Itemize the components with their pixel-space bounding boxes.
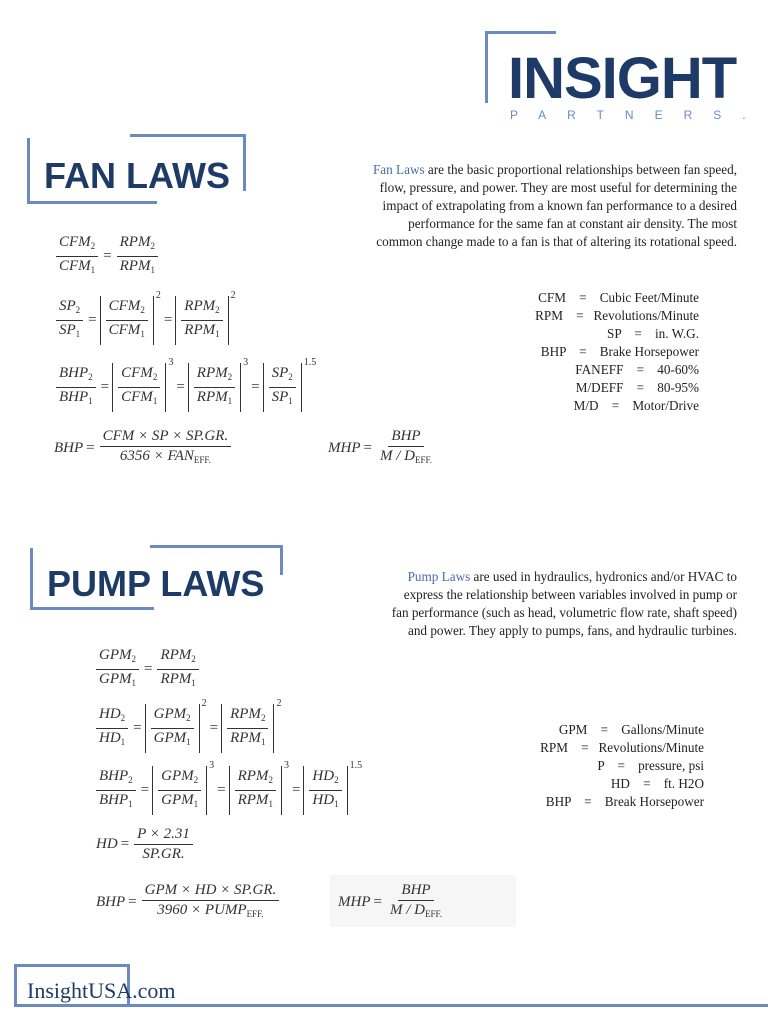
- definition-row: P = pressure, psi: [597, 758, 704, 773]
- pump-law-hd-formula: $\frac{HD_2}{HD_1}$ = $\frac{GPM_2}{GPM_1}$ 2 = $\frac{RPM_2}{RPM_1}$ 2: [94, 704, 281, 753]
- fan-law-sp-formula: $\frac{SP_2}{SP_1}$ = $\frac{CFM_2}{CFM_1}$ 2 = $\frac{RPM_2}{RPM_1}$ 2: [54, 296, 236, 345]
- definition-row: RPM = Revolutions/Minute: [540, 740, 704, 755]
- pump-laws-title: PUMP LAWS: [47, 563, 265, 604]
- definition-row: BHP = Break Horsepower: [545, 794, 704, 809]
- pump-mhp-formula: MHP = $\frac{\text{BHP}}{M / D_{EFF.}}$: [338, 882, 443, 919]
- fan-bhp-calc-formula: BHP = $\frac{\text{CFM × SP × SP.GR.}}{6356 \times FAN_{EFF.}}$: [54, 428, 233, 469]
- definition-row: SP = in. W.G.: [607, 326, 699, 341]
- pump-law-bhp-formula: $\frac{BHP_2}{BHP_1}$ = $\frac{GPM_2}{GPM_1}$ 3 = $\frac{RPM_2}{RPM_1}$ 3 = $\frac{HD_2}{HD_1}$ 1.5: [94, 766, 362, 815]
- pump-head-formula: HD = $\frac{P \times 2.31}{SP.GR.}$: [96, 826, 195, 863]
- pump-laws-link[interactable]: Pump Laws: [407, 569, 471, 584]
- definition-row: HD = ft. H2O: [610, 776, 704, 791]
- definition-row: CFM = Cubic Feet/Minute: [538, 290, 699, 305]
- pump-bhp-calc-formula: BHP = $\frac{\text{GPM × HD × SP.GR.}}{3960 \times PUMP_{EFF.}}$: [96, 882, 281, 923]
- fan-laws-title: FAN LAWS: [44, 155, 230, 196]
- logo-subtitle: PARTNERS.: [510, 108, 767, 122]
- fan-mhp-formula: MHP = $\frac{\text{BHP}}{M / D_{EFF.}}$: [328, 428, 433, 465]
- definition-row: RPM = Revolutions/Minute: [535, 308, 699, 323]
- pump-law-gpm-formula: $\frac{GPM_2}{GPM_1}$ = $\frac{RPM_2}{RPM_1}$: [94, 647, 201, 692]
- fan-laws-description: Fan Laws are the basic proportional relationships between fan speed, flow, pressure, and power. They are most useful for determining the impact of extrapolating from a known fan performance to a desired performance for the same fan at constant air density. The most common change made to a fan is that of altering its rotational speed.: [372, 162, 737, 249]
- logo-wordmark: INSIGHT: [508, 46, 737, 111]
- fan-laws-link[interactable]: Fan Laws: [372, 162, 425, 177]
- footer-url-link[interactable]: InsightUSA.com: [27, 978, 176, 1003]
- definition-row: BHP = Brake Horsepower: [540, 344, 699, 359]
- definition-row: M/D = Motor/Drive: [573, 398, 699, 413]
- fan-law-bhp-formula: $\frac{BHP_2}{BHP_1}$ = $\frac{CFM_2}{CFM_1}$ 3 = $\frac{RPM_2}{RPM_1}$ 3 = $\frac{SP_2}{SP_1}$ 1.5: [54, 363, 316, 412]
- definition-row: M/DEFF = 80-95%: [575, 380, 699, 395]
- pump-laws-description: Pump Laws are used in hydraulics, hydronics and/or HVAC to express the relationship between variables involved in pump or fan performance (such as head, volumetric flow rate, shaft speed) and power. They apply to pumps, fans, and hydraulic turbines.: [391, 569, 737, 638]
- fan-law-cfm-formula: $\frac{CFM_2}{CFM_1}$ = $\frac{RPM_2}{RPM_1}$: [54, 234, 160, 279]
- footer-rule: [14, 1004, 768, 1007]
- definition-row: GPM = Gallons/Minute: [558, 722, 704, 737]
- pump-definitions: [470, 721, 704, 811]
- definition-row: FANEFF = 40-60%: [575, 362, 699, 377]
- fan-definitions: [470, 289, 699, 415]
